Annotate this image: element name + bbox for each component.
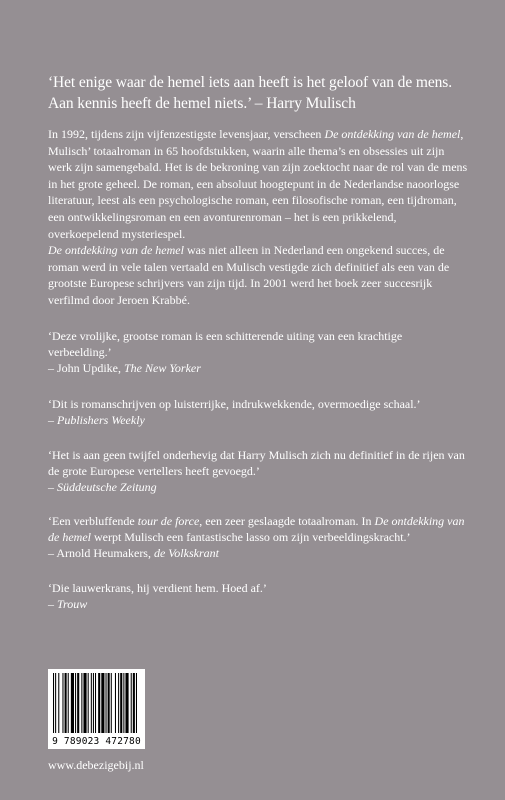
review-author: – John Updike, (48, 361, 124, 375)
barcode-bar (131, 673, 132, 733)
review-sueddeutsche (48, 447, 468, 495)
blurb-text (48, 126, 468, 309)
review-author: – (48, 413, 57, 427)
review-volkskrant (48, 513, 468, 561)
review-quote: ‘Dit is romanschrijven op luisterrijke, indrukwekkende, overmoedige schaal.’ (48, 397, 421, 411)
review-quote: ‘Het is aan geen twijfel onderhevig dat Harry Mulisch zich nu definitief in de rijen van de grote Europese vertellers heeft gevoegd.’ (48, 448, 465, 478)
review-quote-part-c: werpt Mulisch een fantastische lasso om zijn verbeeldingskracht.’ (90, 530, 411, 544)
review-quote (48, 513, 468, 545)
blurb-p1-text-b: , Mulisch’ totaalroman in 65 hoofdstukken, waarin alle thema’s en obsessies uit zijn werk zijn samengebald. Het is de bekroning van zijn zoektocht naar de rol van de mens in het grote geheel. De roman, een absoluut hoogtepunt in de Nederlandse naoorlogse literatuur, leest als een psychologische roman, een filosofische roman, een tijdroman, een ontwikkelingsroman en een avonturenroman – het is een prikkelend, overkoepelend mysteriespel. (48, 127, 468, 241)
review-source: Trouw (57, 597, 88, 611)
review-quote-part-b: , een zeer geslaagde totaalroman. In (199, 514, 375, 528)
blurb-p1-text-a: In 1992, tijdens zijn vijfenzestigste levensjaar, verscheen (48, 127, 325, 141)
review-source: Süddeutsche Zeitung (57, 480, 157, 494)
barcode-bar (77, 673, 79, 733)
review-updike (48, 328, 468, 376)
blurb-p1-title: De ontdekking van de hemel (324, 127, 461, 141)
barcode-bar (123, 673, 124, 733)
barcode-bar (91, 673, 92, 733)
review-quote: ‘Deze vrolijke, grootse roman is een schitterende uiting van een krachtige verbeelding.’ (48, 329, 403, 359)
review-quote-italic-1: tour de force (137, 514, 200, 528)
barcode-bar (58, 673, 59, 733)
review-author: – (48, 480, 57, 494)
barcode-bar (133, 673, 135, 733)
barcode-bar (81, 673, 82, 733)
review-source: Publishers Weekly (57, 413, 145, 427)
review-attribution (48, 360, 468, 376)
barcode-bar (93, 673, 94, 733)
blurb-p2-title: De ontdekking van de hemel (48, 243, 184, 258)
barcode-bar (118, 673, 119, 733)
review-author: – Arnold Heumakers, (48, 546, 154, 560)
barcode-bar (111, 673, 112, 733)
barcode-bar (106, 673, 107, 733)
publisher-url: www.debezigebij.nl (48, 758, 144, 772)
barcode-bar (53, 673, 54, 733)
barcode-bar (65, 673, 67, 733)
barcode-bar (120, 673, 122, 733)
review-source: The New Yorker (124, 361, 201, 375)
blurb-paragraph-2 (48, 242, 468, 308)
opening-quote-line-2: Aan kennis heeft de hemel niets.’ – Harry Mulisch (48, 95, 356, 112)
review-source: de Volkskrant (153, 546, 219, 560)
review-author: – (48, 597, 57, 611)
barcode-bar (71, 673, 74, 733)
review-attribution (48, 479, 468, 495)
barcode-bar (68, 673, 69, 733)
barcode-bar (83, 673, 86, 733)
isbn-barcode (48, 669, 145, 749)
barcode-bar (95, 673, 96, 733)
barcode-bar (75, 673, 76, 733)
opening-quote (48, 72, 468, 114)
review-attribution (48, 412, 468, 428)
barcode-bar (98, 673, 100, 733)
review-quote: ‘Die lauwerkrans, hij verdient hem. Hoed af.’ (48, 581, 267, 595)
review-trouw (48, 580, 468, 612)
barcode-digits: 9 789023 472780 (52, 736, 141, 747)
review-quote-part-a: ‘Een verbluffende (48, 514, 138, 528)
review-publishers-weekly (48, 396, 468, 428)
barcode-bar (62, 673, 63, 733)
opening-quote-line-1: ‘Het enige waar de hemel iets aan heeft is het geloof van de mens. (48, 74, 452, 91)
review-quote-italic-2: De ontdekking van de hemel (48, 514, 465, 544)
barcode-bar (125, 673, 128, 733)
blurb-paragraph-1 (48, 126, 468, 242)
barcode-bar (136, 673, 137, 733)
barcode-bar (88, 673, 89, 733)
barcode-bar (101, 673, 104, 733)
barcode-bar (115, 673, 116, 733)
barcode-bar (55, 673, 56, 733)
blurb-p2-text: was niet alleen in Nederland een ongekend succes, de roman werd in vele talen vertaald en Mulisch vestigde zich definitief als een van de grootste Europese schrijvers van zijn tijd. In 2001 werd het boek zeer succesrijk verfilmd door Jeroen Krabbé. (48, 243, 450, 307)
review-attribution (48, 545, 468, 561)
review-attribution (48, 596, 468, 612)
barcode-bar (108, 673, 110, 733)
